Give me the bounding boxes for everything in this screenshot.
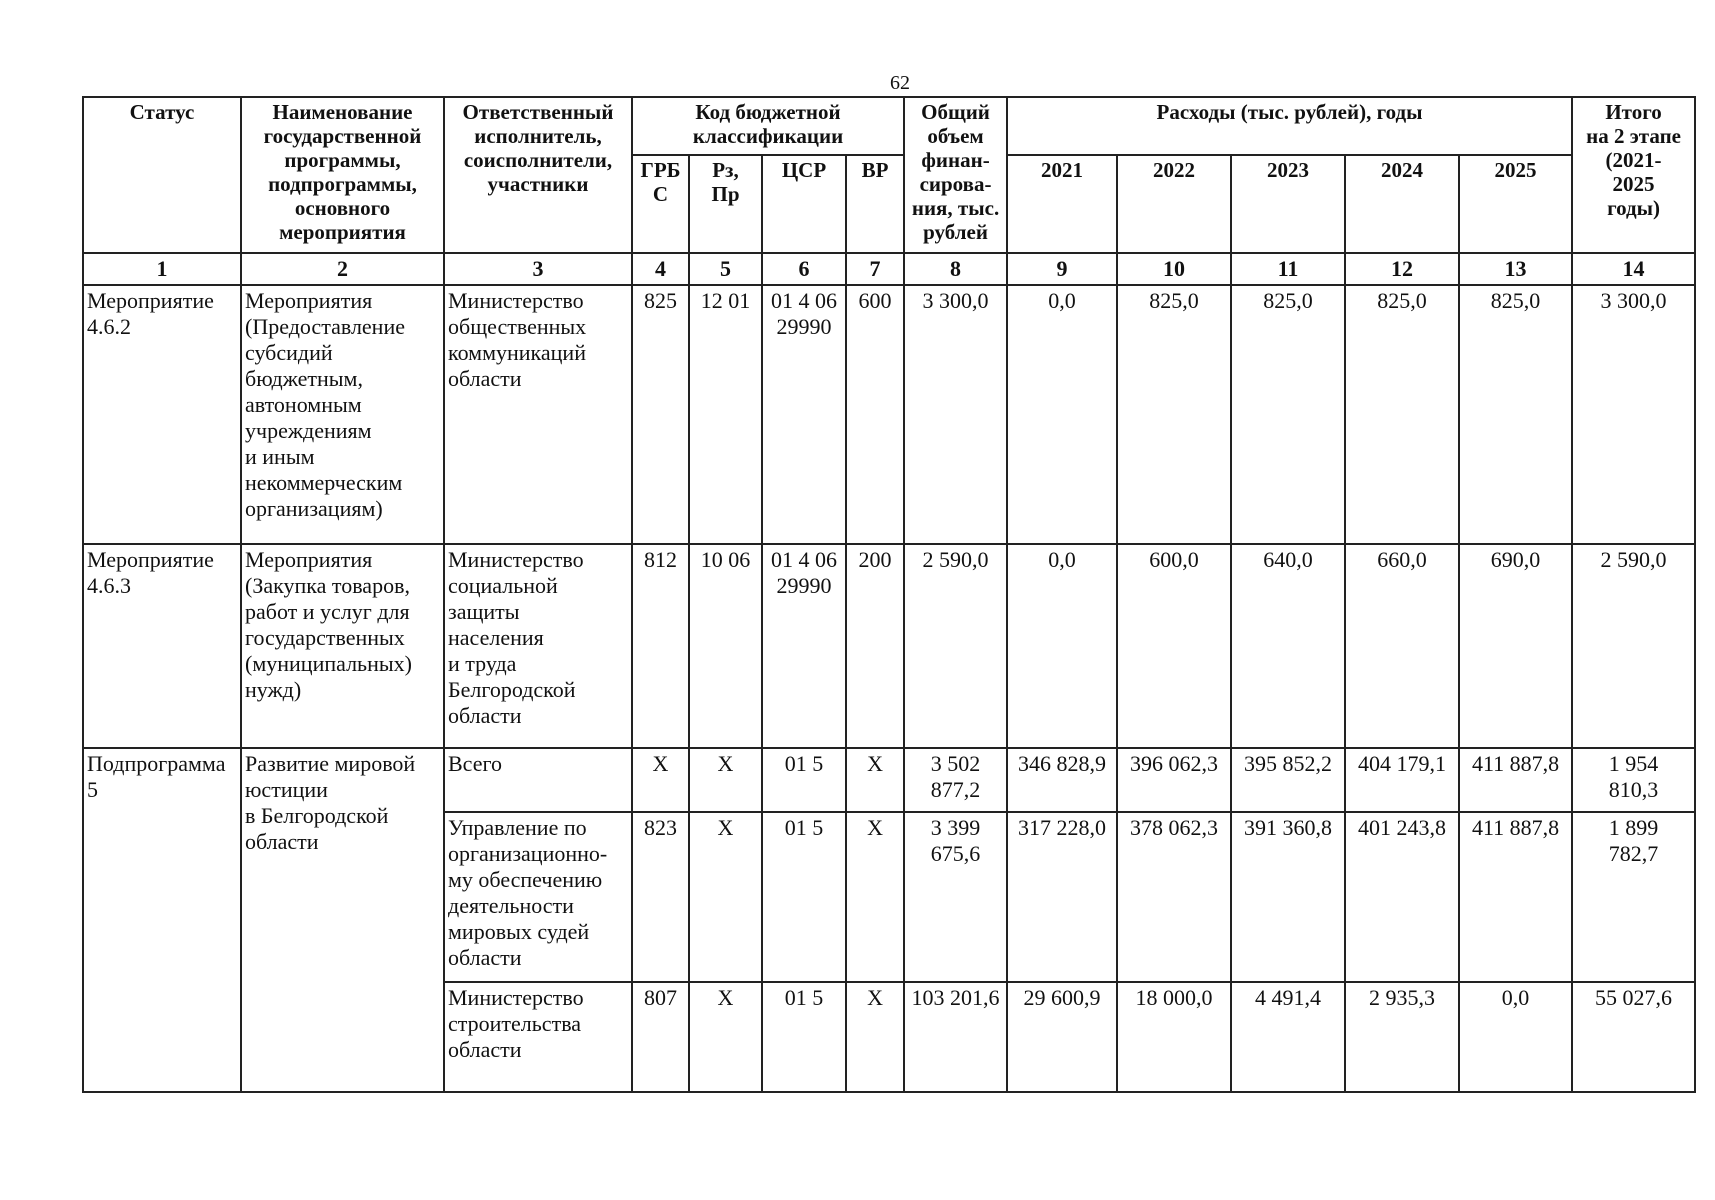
cell-2022: 825,0 [1117,285,1231,544]
cell-stage-total: 3 300,0 [1572,285,1695,544]
cell-total: 3 399 675,6 [904,812,1007,982]
cell-2022: 378 062,3 [1117,812,1231,982]
cell-responsible: Министерство строительства области [444,982,632,1092]
cell-grbs: Х [632,748,689,812]
cell-vr: Х [846,748,904,812]
column-number: 9 [1007,253,1117,285]
cell-2024: 404 179,1 [1345,748,1459,812]
column-number: 1 [83,253,241,285]
header-status: Статус [83,97,241,253]
cell-stage-total: 2 590,0 [1572,544,1695,748]
column-number: 14 [1572,253,1695,285]
cell-csr: 01 5 [762,982,846,1092]
cell-stage-total: 1 899 782,7 [1572,812,1695,982]
header-vr: ВР [846,155,904,253]
cell-stage-total: 55 027,6 [1572,982,1695,1092]
cell-rz: 10 06 [689,544,762,748]
cell-2025: 825,0 [1459,285,1572,544]
column-number: 7 [846,253,904,285]
cell-2022: 396 062,3 [1117,748,1231,812]
cell-2023: 4 491,4 [1231,982,1345,1092]
cell-status: Мероприятие 4.6.3 [83,544,241,748]
header-row-1 [83,97,1695,155]
cell-responsible: Министерство общественных коммуникаций области [444,285,632,544]
cell-grbs: 807 [632,982,689,1092]
cell-csr: 01 4 06 29990 [762,285,846,544]
column-number: 10 [1117,253,1231,285]
column-number: 8 [904,253,1007,285]
cell-vr: 200 [846,544,904,748]
header-year-2025: 2025 [1459,155,1572,253]
budget-table [82,96,1696,1093]
header-rz: Рз, Пр [689,155,762,253]
column-number: 5 [689,253,762,285]
cell-2025: 411 887,8 [1459,748,1572,812]
cell-rz: Х [689,748,762,812]
header-year-2022: 2022 [1117,155,1231,253]
cell-2023: 395 852,2 [1231,748,1345,812]
cell-grbs: 825 [632,285,689,544]
table-row [83,748,1695,812]
header-expenses: Расходы (тыс. рублей), годы [1007,97,1572,155]
column-number: 2 [241,253,444,285]
cell-2024: 660,0 [1345,544,1459,748]
cell-rz: Х [689,812,762,982]
header-grbs: ГРБ С [632,155,689,253]
column-number-row [83,253,1695,285]
cell-rz: 12 01 [689,285,762,544]
header-csr: ЦСР [762,155,846,253]
cell-grbs: 823 [632,812,689,982]
header-year-2021: 2021 [1007,155,1117,253]
cell-vr: Х [846,982,904,1092]
header-year-2023: 2023 [1231,155,1345,253]
header-year-2024: 2024 [1345,155,1459,253]
cell-rz: Х [689,982,762,1092]
cell-2022: 600,0 [1117,544,1231,748]
cell-2022: 18 000,0 [1117,982,1231,1092]
page-number: 62 [890,72,910,94]
cell-csr: 01 4 06 29990 [762,544,846,748]
cell-status: Мероприятие 4.6.2 [83,285,241,544]
table-row [83,544,1695,748]
cell-csr: 01 5 [762,812,846,982]
cell-vr: Х [846,812,904,982]
cell-2025: 411 887,8 [1459,812,1572,982]
column-number: 13 [1459,253,1572,285]
cell-total: 2 590,0 [904,544,1007,748]
column-number: 3 [444,253,632,285]
cell-csr: 01 5 [762,748,846,812]
cell-total: 103 201,6 [904,982,1007,1092]
cell-2021: 346 828,9 [1007,748,1117,812]
cell-2024: 401 243,8 [1345,812,1459,982]
header-budget-code: Код бюджетной классификации [632,97,904,155]
cell-2021: 0,0 [1007,544,1117,748]
cell-responsible: Управление по организационно- му обеспечению деятельности мировых судей области [444,812,632,982]
cell-stage-total: 1 954 810,3 [1572,748,1695,812]
header-stage-total: Итого на 2 этапе (2021- 2025 годы) [1572,97,1695,253]
cell-2023: 825,0 [1231,285,1345,544]
cell-name: Мероприятия (Закупка товаров, работ и услуг для государственных (муниципальных) нужд) [241,544,444,748]
cell-2021: 29 600,9 [1007,982,1117,1092]
cell-2021: 317 228,0 [1007,812,1117,982]
column-number: 6 [762,253,846,285]
cell-2025: 0,0 [1459,982,1572,1092]
cell-name: Развитие мировой юстиции в Белгородской области [241,748,444,1092]
header-responsible: Ответственный исполнитель, соисполнители, участники [444,97,632,253]
table-row [83,285,1695,544]
cell-status: Подпрограмма 5 [83,748,241,1092]
cell-responsible: Министерство социальной защиты населения и труда Белгородской области [444,544,632,748]
cell-vr: 600 [846,285,904,544]
cell-2024: 2 935,3 [1345,982,1459,1092]
cell-2021: 0,0 [1007,285,1117,544]
cell-total: 3 300,0 [904,285,1007,544]
cell-total: 3 502 877,2 [904,748,1007,812]
cell-responsible: Всего [444,748,632,812]
cell-2024: 825,0 [1345,285,1459,544]
cell-name: Мероприятия (Предоставление субсидий бюджетным, автономным учреждениям и иным некоммерческим организациям) [241,285,444,544]
header-name: Наименование государственной программы, подпрограммы, основного мероприятия [241,97,444,253]
cell-2023: 640,0 [1231,544,1345,748]
column-number: 11 [1231,253,1345,285]
cell-2023: 391 360,8 [1231,812,1345,982]
cell-2025: 690,0 [1459,544,1572,748]
header-total-volume: Общий объем финан- сирова- ния, тыс. рублей [904,97,1007,253]
column-number: 12 [1345,253,1459,285]
column-number: 4 [632,253,689,285]
cell-grbs: 812 [632,544,689,748]
